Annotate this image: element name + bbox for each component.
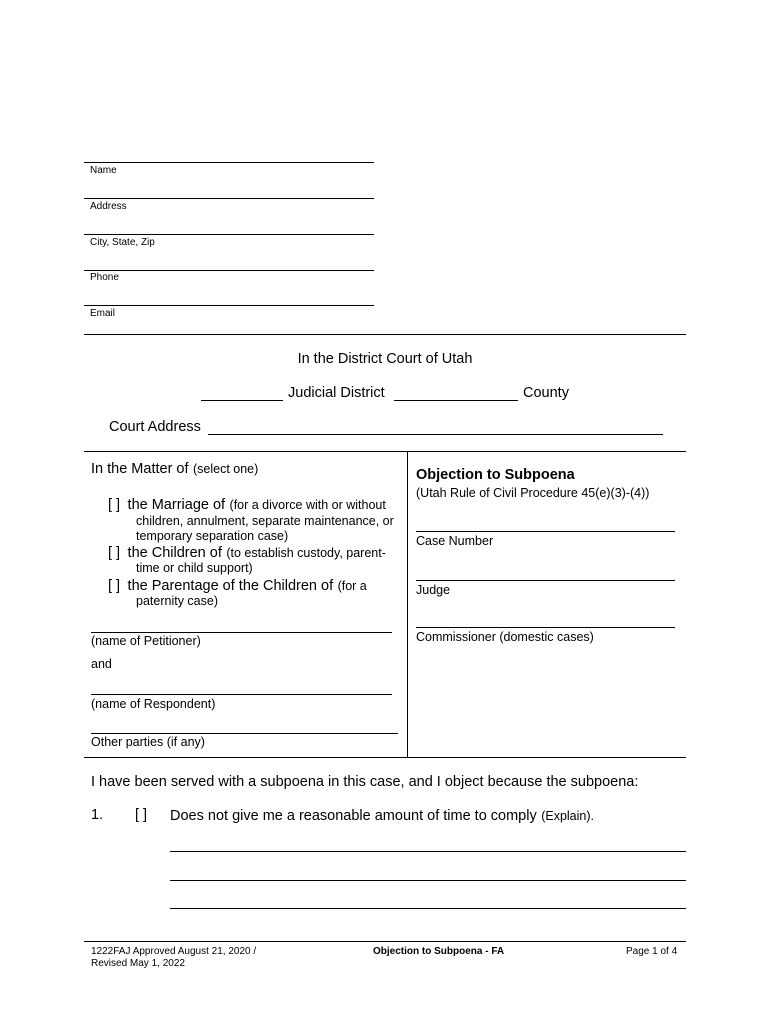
name-line[interactable] bbox=[84, 162, 374, 163]
other-parties-line[interactable] bbox=[91, 733, 398, 734]
city-state-zip-line[interactable] bbox=[84, 234, 374, 235]
option-marriage-label: the Marriage of bbox=[127, 497, 226, 513]
item-checkbox[interactable]: [ ] bbox=[135, 807, 148, 823]
explanation-line-3[interactable] bbox=[170, 908, 686, 909]
name-label: Name bbox=[90, 165, 117, 176]
footer-page-number: Page 1 of 4 bbox=[626, 946, 678, 957]
other-parties-label: Other parties (if any) bbox=[91, 735, 205, 749]
caption-vertical-divider bbox=[407, 451, 408, 757]
item-text bbox=[170, 807, 594, 825]
respondent-line[interactable] bbox=[91, 694, 392, 695]
objection-intro: I have been served with a subpoena in this case, and I object because the subpoena: bbox=[91, 774, 639, 790]
judge-label: Judge bbox=[416, 583, 451, 597]
and-text: and bbox=[91, 657, 112, 671]
option-children-label: the Children of bbox=[127, 545, 222, 561]
court-title: In the District Court of Utah bbox=[297, 351, 473, 367]
option-children-note2: time or child support) bbox=[136, 561, 253, 575]
option-parentage-note: (for a bbox=[337, 579, 367, 593]
explanation-line-1[interactable] bbox=[170, 851, 686, 852]
checkbox-children[interactable]: [ ] bbox=[108, 545, 121, 561]
matter-heading bbox=[91, 460, 258, 478]
option-marriage-note3: temporary separation case) bbox=[136, 529, 289, 543]
item-text-note: (Explain). bbox=[541, 809, 594, 823]
document-title: Objection to Subpoena bbox=[416, 467, 575, 483]
rule-citation: (Utah Rule of Civil Procedure 45(e)(3)-(4)) bbox=[416, 486, 650, 500]
judge-line[interactable] bbox=[416, 580, 675, 581]
checkbox-parentage[interactable]: [ ] bbox=[108, 578, 121, 594]
case-number-label: Case Number bbox=[416, 534, 494, 548]
judicial-district-fill[interactable] bbox=[201, 386, 283, 401]
footer-form-id-2: Revised May 1, 2022 bbox=[91, 958, 185, 969]
petitioner-label: (name of Petitioner) bbox=[91, 634, 201, 648]
option-marriage-note: (for a divorce with or without bbox=[229, 498, 386, 512]
court-address-label: Court Address bbox=[109, 419, 201, 435]
option-parentage-label: the Parentage of the Children of bbox=[127, 578, 334, 594]
address-label: Address bbox=[90, 201, 127, 212]
phone-label: Phone bbox=[90, 272, 119, 283]
respondent-label: (name of Respondent) bbox=[91, 697, 216, 711]
commissioner-label: Commissioner (domestic cases) bbox=[416, 630, 594, 644]
explanation-line-2[interactable] bbox=[170, 880, 686, 881]
caption-bottom-divider bbox=[84, 757, 686, 758]
option-children[interactable] bbox=[108, 544, 386, 562]
judicial-district-label: Judicial District bbox=[288, 385, 385, 401]
county-fill[interactable] bbox=[394, 386, 518, 401]
option-parentage-note2: paternity case) bbox=[136, 594, 218, 608]
header-divider bbox=[84, 334, 686, 335]
petitioner-line[interactable] bbox=[91, 632, 392, 633]
footer-divider bbox=[84, 941, 686, 942]
city-state-zip-label: City, State, Zip bbox=[90, 237, 155, 248]
footer-form-id-1: 1222FAJ Approved August 21, 2020 / bbox=[91, 946, 257, 957]
email-line[interactable] bbox=[84, 305, 374, 306]
footer-center-title: Objection to Subpoena - FA bbox=[373, 946, 505, 957]
matter-heading-text: In the Matter of bbox=[91, 461, 189, 477]
email-label: Email bbox=[90, 308, 116, 319]
item-text-main: Does not give me a reasonable amount of time to comply bbox=[170, 808, 537, 824]
option-children-note: (to establish custody, parent- bbox=[226, 546, 386, 560]
county-label: County bbox=[523, 385, 569, 401]
caption-top-divider bbox=[84, 451, 686, 452]
address-line[interactable] bbox=[84, 198, 374, 199]
option-parentage[interactable] bbox=[108, 577, 367, 595]
phone-line[interactable] bbox=[84, 270, 374, 271]
case-number-line[interactable] bbox=[416, 531, 675, 532]
commissioner-line[interactable] bbox=[416, 627, 675, 628]
option-marriage-note2: children, annulment, separate maintenance, or bbox=[136, 514, 394, 528]
court-address-fill[interactable] bbox=[208, 420, 663, 435]
matter-heading-note: (select one) bbox=[192, 462, 259, 476]
option-marriage[interactable] bbox=[108, 496, 386, 514]
item-number: 1. bbox=[91, 807, 104, 823]
checkbox-marriage[interactable]: [ ] bbox=[108, 497, 121, 513]
